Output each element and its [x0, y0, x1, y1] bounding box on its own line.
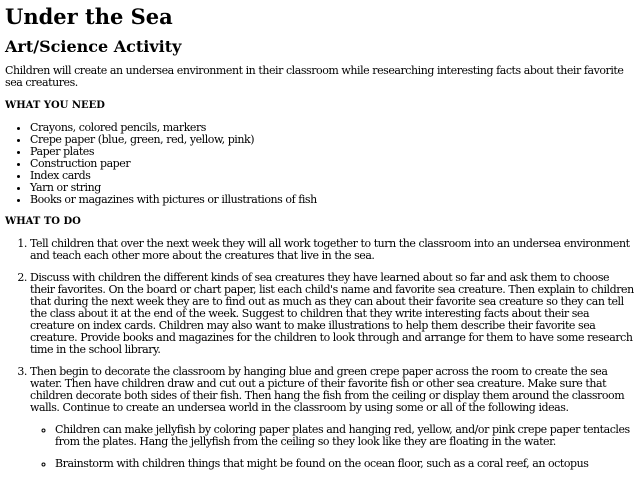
idea-item: ◦ Brainstorm with children things that might be found on the ocean floor, such as a coral reef, an octopus: [55, 458, 635, 470]
list-item: • Yarn or string: [30, 182, 635, 194]
needs-list: [5, 122, 635, 206]
list-item: • Index cards: [30, 170, 635, 182]
step-item: [30, 272, 635, 356]
step-text: Then begin to decorate the classroom by hanging blue and green crepe paper across the room to create the sea water. Then have children draw and cut out a picture of their favorite fish or other sea creature. Make sure that children decorate both sides of their fish. Then hang the fish from the ceiling or display them around the classroom walls. Continue to create an undersea world in the classroom by using some or all of the following ideas.: [30, 365, 625, 414]
idea-item: ◦ Children can make jellyfish by coloring paper plates and hanging red, yellow, and/or pink crepe paper tentacles from the plates. Hang the jellyfish from the ceiling so they look like they are floating in the water.: [55, 424, 635, 448]
list-item: • Paper plates: [30, 146, 635, 158]
ideas-list: [30, 424, 635, 470]
document: [0, 5, 640, 470]
list-item: • Construction paper: [30, 158, 635, 170]
list-item: • Crepe paper (blue, green, red, yellow, pink): [30, 134, 635, 146]
list-item: • Crayons, colored pencils, markers: [30, 122, 635, 134]
page-title: Under the Sea: [5, 4, 173, 29]
list-item: • Books or magazines with pictures or illustrations of fish: [30, 194, 635, 206]
todo-heading: WHAT TO DO: [5, 216, 81, 227]
step-item: [30, 366, 635, 470]
step-item: [30, 238, 635, 262]
needs-heading: WHAT YOU NEED: [5, 100, 105, 111]
step-text: Tell children that over the next week they will all work together to turn the classroom into an undersea environment and teach each other more about the creatures that live in the sea.: [30, 237, 630, 262]
step-text: Discuss with children the different kinds of sea creatures they have learned about so far and ask them to choose their favorites. On the board or chart paper, list each child's name and favorite sea creature. Then explain to children that during the next week they are to find out as much as they can about their favorite sea creature so they can tell the class about it at the end of the week. Suggest to children that they write interesting facts about their sea creature on index cards. Children may also want to make illustrations to help them describe their favorite sea creature. Provide books and magazines for the children to look through and arrange for them to have some research time in the school library.: [30, 271, 634, 356]
steps-list: [5, 238, 635, 470]
page-subtitle: Art/Science Activity: [5, 37, 182, 56]
intro-paragraph: Children will create an undersea environment in their classroom while researching interesting facts about their favorite sea creatures.: [5, 64, 624, 89]
